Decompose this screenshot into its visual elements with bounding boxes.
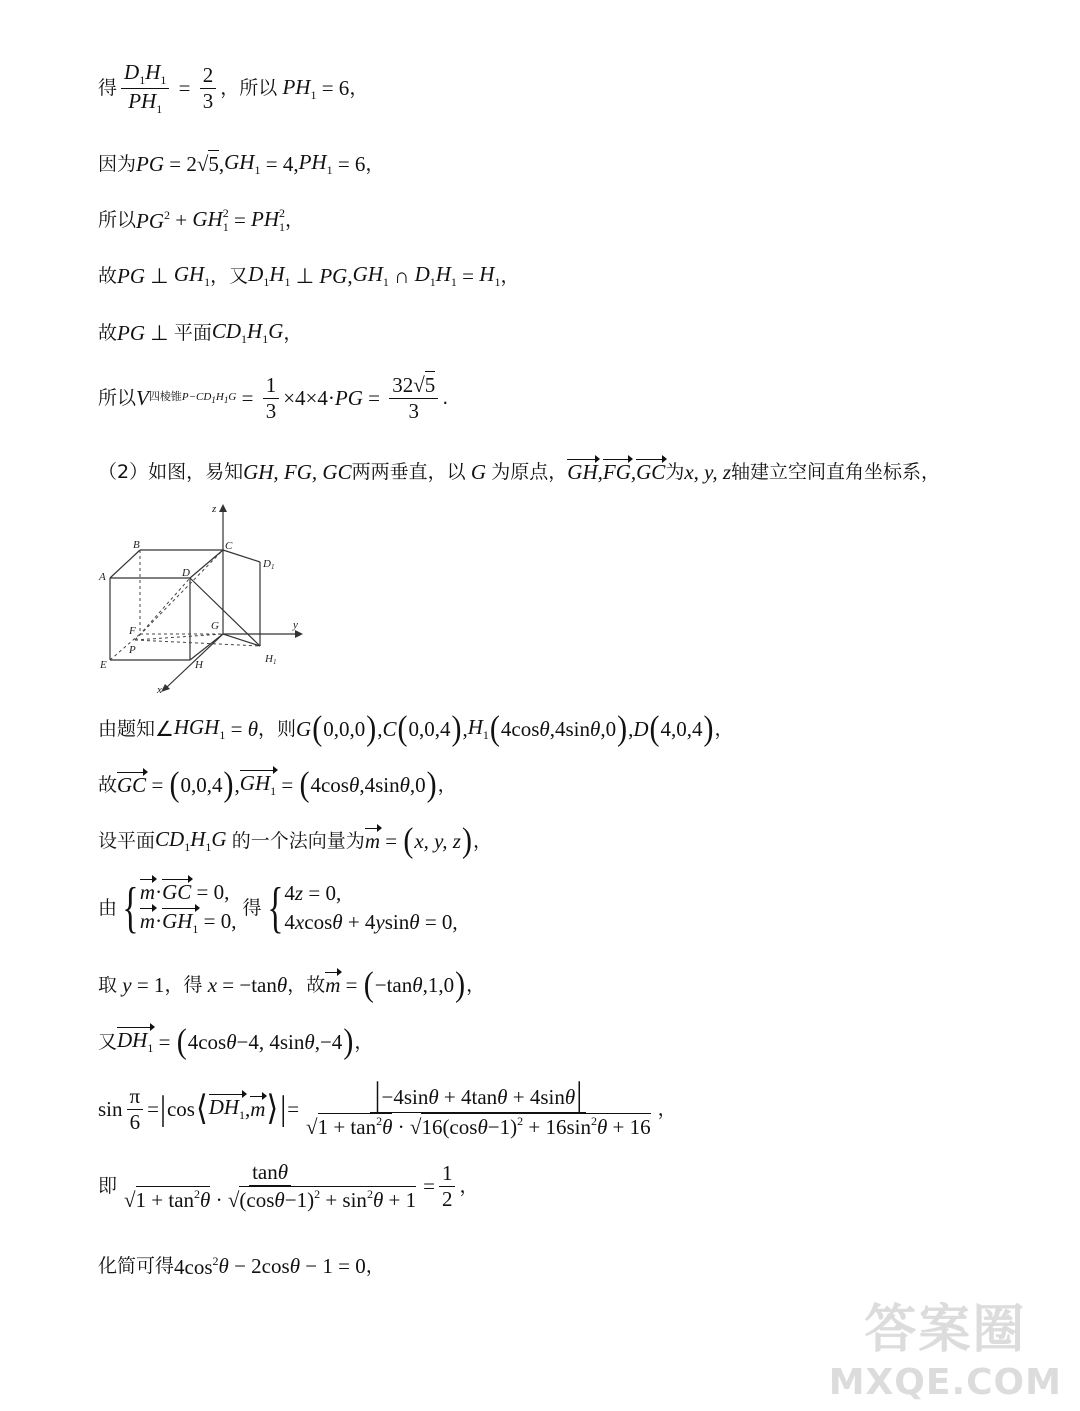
label-D1: D1 — [263, 558, 275, 571]
text: ， — [466, 973, 486, 996]
label-F: F — [129, 625, 136, 637]
fraction: $\frac{D_1H_1}{PH_1}$ — [121, 62, 169, 115]
cube-figure — [95, 500, 315, 700]
fraction: $\frac{\tan\theta}{√1 + \tan^2\theta \cdot √(\cos\theta-1)^2 + \sin^2\theta + 1}$ — [124, 1160, 417, 1212]
text: 得 — [98, 77, 118, 99]
text: ， — [283, 321, 303, 344]
text: ， — [365, 1255, 385, 1277]
label-H1: H1 — [265, 653, 277, 666]
line-9: 故 GC = ( 0,0,4 ) , $GH_1$ = ( 4cos θ ,4sin θ ,0 ) ， — [98, 765, 457, 804]
text: ，故 — [287, 973, 326, 996]
text: 所以 — [98, 208, 137, 231]
text: （2）如图，易知 — [98, 461, 244, 483]
text: ， — [349, 77, 369, 99]
watermark-bottom: MXQE.COM — [828, 1362, 1062, 1403]
text: 由 — [98, 896, 118, 919]
line-7: （2）如图，易知 GH, FG, GC 两两垂直，以 G 为原点， GH,FG,GC 为 x, y, z 轴建立空间直角坐标系， — [98, 460, 941, 484]
text: 故 — [98, 321, 118, 344]
line-6: 所以 V 四棱锥$P-CD_1H_1G$ = $\frac{1}{3}$ ×4×4· PG = $\frac{32√5}{3}$ . — [98, 373, 449, 423]
text: ，所以 — [220, 77, 278, 99]
text: ， — [472, 829, 492, 852]
label-x: x — [157, 684, 162, 696]
text: 因为 — [98, 152, 137, 175]
label-D: D — [182, 567, 190, 579]
text: 由题知 — [98, 717, 156, 740]
text: 设平面 — [98, 829, 156, 852]
text: ， — [285, 208, 305, 231]
fraction: $\frac{32√5}{3}$ — [389, 375, 438, 422]
label-G: G — [211, 620, 219, 632]
text: 即 — [98, 1175, 118, 1197]
fraction: $\frac{1}{3}$ — [263, 375, 280, 422]
text: 为 — [665, 461, 685, 483]
label-C: C — [225, 540, 233, 552]
text: ，则 — [258, 717, 297, 740]
label-z: z — [212, 503, 217, 515]
text: . — [442, 387, 449, 409]
text: ， — [437, 773, 457, 796]
fraction: $\frac{2}{3}$ — [200, 65, 217, 112]
line-15: 即 $\frac{\tan\theta}{√1 + \tan^2\theta \cdot √(\cos\theta-1)^2 + \sin^2\theta + 1}$ = $\frac{1}{2}$ ， — [98, 1160, 479, 1212]
line-13: 又 $DH_1$ = ( 4cos θ −4, 4sin θ ,−4 ) ， — [98, 1022, 374, 1061]
text: 化简可得 — [98, 1255, 175, 1277]
watermark — [829, 1287, 1062, 1403]
line-5: 故 PG ⊥ 平面 $CD_1H_1G$ ， — [98, 319, 303, 346]
text: 又 — [98, 1030, 118, 1053]
line-3: 所以 $PG^2$ + $GH_1^2$ = $PH_1^2$ ， — [98, 206, 305, 234]
text: 两两垂直，以 — [351, 461, 466, 483]
line-10: 设平面 $CD_1H_1G$ 的一个法向量为 m = ( x, y, z ) ， — [98, 821, 492, 860]
fraction: $\frac{|-4\sin\theta + 4\tan\theta + 4\sin\theta|}{√1 + \tan^2\theta \cdot √16(\cos\theta-1)^2 + 16\sin^2\theta + 16}$ — [306, 1075, 651, 1139]
text: ， — [365, 152, 385, 175]
text: ， — [459, 1175, 479, 1197]
text: 为原点， — [491, 461, 568, 483]
line-11: 由 { m·GC = 0, $m\cdot GH_1 = 0$, 得 { 4z = 0, 4xcosθ + 4ysinθ = 0, — [98, 877, 458, 939]
text: 故 — [98, 773, 118, 796]
text: ， — [500, 264, 520, 287]
text: ， — [714, 717, 734, 740]
line-2: 因为 PG = 2√5, $GH_1$ = 4, $PH_1$ = 6 ， — [98, 150, 385, 177]
label-A: A — [99, 571, 106, 583]
label-y: y — [293, 619, 298, 631]
label-H: H — [195, 659, 203, 671]
text: 的一个法向量为 — [231, 829, 365, 852]
text: 平面 — [173, 321, 212, 344]
text: ， — [657, 1097, 677, 1120]
label-P: P — [129, 644, 136, 656]
text: ，得 — [164, 973, 203, 996]
text: 轴建立空间直角坐标系， — [731, 461, 941, 483]
text: ， — [354, 1030, 374, 1053]
text: 故 — [98, 264, 118, 287]
line-8: 由题知 ∠ $HGH_1$ = θ ，则 G ( 0,0,0 ) , C ( 0,0,4 ) , $H_1$ ( 4cos θ ,4sin θ ,0 ) , D ( 4,0,4 ) ， — [98, 709, 734, 748]
text: ，又 — [210, 264, 249, 287]
text: 取 — [98, 973, 118, 996]
line-4: 故 PG ⊥ $GH_1$ ，又 $D_1H_1$ ⊥ PG , $GH_1$ ∩ $D_1H_1$ = $H_1$ ， — [98, 262, 520, 289]
text: 所以 — [98, 387, 137, 409]
line-14: sin $\frac{\pi}{6}$ = | cos ⟨ $DH_1$ , m ⟩ | = $\frac{|-4\sin\theta + 4\tan\theta + 4\sin\theta|}{√1 + \tan^2\theta \cdot √16(\cos\theta-1)^2 + 16\sin^2\theta + 16}$ ， — [98, 1075, 677, 1139]
watermark-top: 答案圈 — [864, 1300, 1027, 1360]
fraction: $\frac{\pi}{6}$ — [127, 1086, 144, 1133]
label-E: E — [100, 659, 107, 671]
line-12: 取 y = 1 ，得 x = −tan θ ，故 m = ( −tan θ ,1,0 ) ， — [98, 965, 486, 1004]
line-1: 得 $\frac{D_1H_1}{PH_1}$ = $\frac{2}{3}$ ，所以 $PH_1$ = 6 ， — [98, 60, 369, 116]
text: 四棱锥 — [148, 390, 182, 404]
text: 得 — [242, 896, 262, 919]
line-16: 化简可得 $4\cos^2$ θ − 2cos θ − 1 = 0 ， — [98, 1254, 385, 1279]
fraction: $\frac{1}{2}$ — [439, 1163, 456, 1210]
label-B: B — [133, 539, 140, 551]
